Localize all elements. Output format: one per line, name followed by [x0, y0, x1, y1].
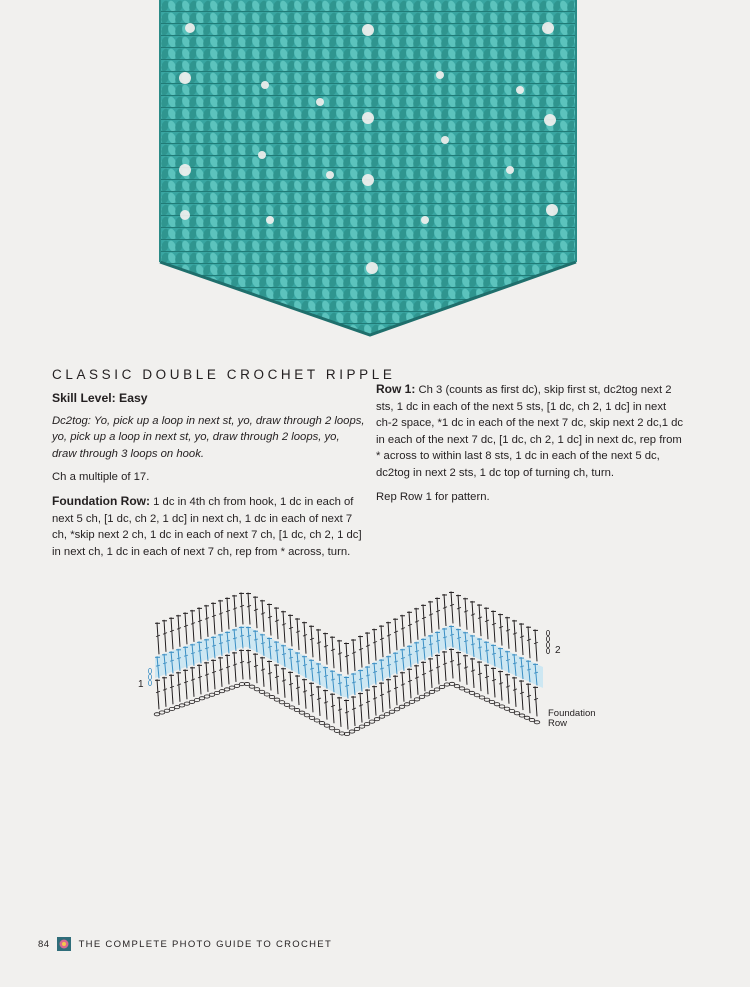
chain-stitch — [524, 716, 530, 719]
foundation-stitch — [444, 651, 446, 681]
row2-stitch — [325, 633, 327, 665]
row2-stitch — [255, 596, 257, 628]
row2-stitch — [346, 643, 348, 675]
foundation-stitch — [234, 652, 236, 682]
row2-stitch — [444, 594, 446, 626]
row2-stitch — [479, 604, 481, 636]
foundation-stitch — [472, 658, 474, 688]
foundation-stitch — [213, 659, 215, 689]
row2-stitch — [465, 598, 467, 630]
chain-stitch — [349, 730, 355, 733]
row2-stitch — [157, 622, 159, 654]
row2-stitch — [528, 626, 530, 658]
row2-stitch — [262, 600, 264, 632]
foundation-stitch — [206, 662, 208, 692]
chain-stitch — [434, 688, 440, 691]
chain-stitch — [269, 695, 275, 698]
chain-stitch — [314, 719, 320, 722]
row2-stitch — [395, 618, 397, 650]
chain-stitch — [354, 727, 360, 730]
row1-paragraph — [376, 381, 684, 482]
row2-stitch — [500, 614, 502, 646]
row2-stitch — [311, 625, 313, 657]
turning-chain — [546, 630, 549, 635]
row2-stitch — [430, 601, 432, 633]
chain-stitch — [494, 703, 500, 706]
foundation-stitch — [297, 675, 299, 705]
foundation-stitch — [500, 671, 502, 701]
skill-level: Skill Level: Easy — [52, 391, 148, 405]
row2-stitch — [514, 620, 516, 652]
row2-stitch — [437, 597, 439, 629]
foundation-stitch — [430, 658, 432, 688]
row2-stitch — [472, 601, 474, 633]
row2-stitch — [192, 610, 194, 642]
chain-multiple: Ch a multiple of 17. — [52, 471, 150, 484]
foundation-label-line1: Foundation — [548, 708, 596, 719]
foundation-row-paragraph — [52, 493, 365, 560]
chain-stitch — [429, 690, 435, 693]
row1-label: Row 1: — [376, 382, 416, 396]
right-column — [376, 381, 684, 512]
foundation-row-text: 1 dc in 4th ch from hook, 1 dc in each of next 5 ch, [1 dc, ch 2, 1 dc] in next ch, 1 dc in each of next 7 ch, *skip next 2 ch, 1 dc in each of next 7 ch, [1 dc, ch 2, 1 dc] in next ch, 1 dc in each of next 7 ch, rep from * across, turn. — [52, 495, 362, 558]
row2-stitch — [283, 611, 285, 643]
foundation-row-label: Foundation Row: — [52, 493, 150, 508]
pattern-title: CLASSIC DOUBLE CROCHET RIPPLE — [52, 367, 396, 382]
chain-stitch — [514, 712, 520, 715]
foundation-stitch — [388, 679, 390, 709]
foundation-stitch — [514, 677, 516, 707]
row2-stitch — [458, 595, 460, 627]
chain-stitch — [309, 716, 315, 719]
row2-stitch — [353, 639, 355, 671]
foundation-stitch — [262, 657, 264, 687]
row2-stitch — [164, 620, 166, 652]
foundation-stitch — [479, 661, 481, 691]
row2-stitch — [423, 604, 425, 636]
foundation-stitch — [402, 672, 404, 702]
foundation-stitch — [304, 679, 306, 709]
row2-stitch — [486, 607, 488, 639]
chain-stitch — [304, 714, 310, 717]
chain-stitch — [534, 721, 540, 724]
foundation-stitch — [381, 682, 383, 712]
row2-stitch — [493, 610, 495, 642]
chain-stitch — [499, 705, 505, 708]
stitch-diagram — [130, 583, 610, 743]
row2-stitch — [213, 602, 215, 634]
row2-stitch — [185, 612, 187, 644]
chain-stitch — [504, 707, 510, 710]
foundation-stitch — [346, 700, 348, 730]
row2-stitch — [248, 593, 250, 625]
foundation-stitch — [318, 686, 320, 716]
foundation-stitch — [339, 697, 341, 727]
row2-stitch — [171, 617, 173, 649]
chain-stitch — [279, 701, 285, 704]
foundation-stitch — [178, 672, 180, 702]
row2-stitch — [318, 629, 320, 661]
row2-stitch — [276, 607, 278, 639]
chain-stitch — [484, 698, 490, 701]
chain-stitch — [324, 724, 330, 727]
chain-stitch — [519, 714, 525, 717]
foundation-stitch — [241, 649, 243, 679]
row2-stitch — [402, 615, 404, 647]
row2-stitch — [507, 617, 509, 649]
foundation-stitch — [185, 669, 187, 699]
chain-stitch — [384, 713, 390, 716]
row2-stitch — [388, 622, 390, 654]
chain-stitch — [274, 698, 280, 701]
foundation-stitch — [199, 664, 201, 694]
chain-stitch — [529, 718, 535, 721]
row2-stitch — [416, 608, 418, 640]
foundation-stitch — [164, 677, 166, 707]
foundation-stitch — [367, 689, 369, 719]
foundation-stitch — [395, 675, 397, 705]
foundation-stitch — [157, 679, 159, 709]
page-number: 84 — [38, 938, 50, 950]
foundation-stitch — [416, 665, 418, 695]
chain-stitch — [389, 710, 395, 713]
foundation-stitch — [248, 650, 250, 680]
turning-chain — [546, 642, 549, 647]
row2-stitch — [535, 629, 537, 661]
row1-text: Ch 3 (counts as first dc), skip first st, dc2tog next 2 sts, 1 dc in each of the next 5 sts, [1 dc, ch 2, 1 dc] in next ch-2 space, *1 dc in each of the next 7 dc, skip next 2 dc,1 dc in each of the next 7 dc, [1 dc, ch 2, 1 dc] in next dc, rep from * across to within last 8 sts, 1 dc in each of the next 5 dc, dc2tog in next 2 sts, 1 dc top of turning ch, turn. — [376, 384, 684, 479]
row2-stitch — [409, 611, 411, 643]
foundation-stitch — [458, 652, 460, 682]
foundation-stitch — [325, 690, 327, 720]
chain-stitch — [334, 729, 340, 732]
turning-chain-row1 — [148, 680, 151, 685]
foundation-stitch — [374, 686, 376, 716]
dc2tog-definition: Dc2tog: Yo, pick up a loop in next st, yo, draw through 2 loops, yo, pick up a loop in next st, yo, draw through 2 loops, yo, draw through 3 loops on hook. — [52, 414, 365, 460]
foundation-stitch — [360, 693, 362, 723]
chain-stitch — [394, 708, 400, 711]
chain-stitch — [329, 727, 335, 730]
row2-stitch — [339, 640, 341, 672]
chain-stitch — [419, 695, 425, 698]
foundation-stitch — [528, 683, 530, 713]
row2-stitch — [269, 603, 271, 635]
chain-stitch — [399, 705, 405, 708]
turning-chain — [546, 636, 549, 641]
row2-stitch — [381, 625, 383, 657]
row2-stitch — [241, 592, 243, 624]
chain-stitch — [289, 706, 295, 709]
turning-chain — [546, 648, 549, 653]
foundation-label-line2: Row — [548, 718, 568, 729]
row2-stitch — [220, 600, 222, 632]
foundation-stitch — [493, 667, 495, 697]
foundation-stitch — [227, 654, 229, 684]
chain-stitch — [424, 693, 430, 696]
foundation-stitch — [276, 664, 278, 694]
row2-stitch — [367, 632, 369, 664]
page-footer — [38, 937, 332, 951]
foundation-stitch — [451, 648, 453, 678]
row2-stitch — [297, 618, 299, 650]
repeat-note: Rep Row 1 for pattern. — [376, 490, 490, 503]
row2-stitch — [227, 597, 229, 629]
chain-stitch — [319, 721, 325, 724]
foundation-stitch — [311, 682, 313, 712]
row2-stitch — [332, 636, 334, 668]
turning-chain-row1 — [148, 668, 151, 673]
chain-stitch — [379, 715, 385, 718]
chain-stitch — [409, 700, 415, 703]
row2-stitch — [178, 615, 180, 647]
row-label-1: 1 — [138, 679, 144, 690]
chain-stitch — [254, 688, 260, 691]
foundation-stitch — [255, 653, 257, 683]
chain-stitch — [294, 708, 300, 711]
foundation-stitch — [409, 668, 411, 698]
chain-stitch — [414, 698, 420, 701]
row2-stitch — [360, 636, 362, 668]
chain-stitch — [454, 685, 460, 688]
left-column — [52, 390, 365, 567]
foundation-stitch — [507, 674, 509, 704]
chain-stitch — [249, 685, 255, 688]
row-label-2: 2 — [555, 645, 561, 656]
chain-stitch — [404, 703, 410, 706]
row2-stitch — [374, 629, 376, 661]
swatch-photo — [0, 0, 750, 340]
book-title: THE COMPLETE PHOTO GUIDE TO CROCHET — [78, 938, 333, 950]
foundation-stitch — [290, 671, 292, 701]
chain-stitch — [259, 690, 265, 693]
chain-stitch — [459, 687, 465, 690]
foundation-stitch — [465, 655, 467, 685]
foundation-stitch — [171, 674, 173, 704]
flower-logo-icon — [57, 937, 71, 951]
foundation-stitch — [269, 660, 271, 690]
turning-chain-row1 — [148, 674, 151, 679]
row2-stitch — [234, 595, 236, 627]
chain-stitch — [364, 723, 370, 726]
foundation-stitch — [521, 680, 523, 710]
row2-stitch — [199, 607, 201, 639]
chain-stitch — [464, 689, 470, 692]
row2-stitch — [304, 622, 306, 654]
chain-stitch — [264, 693, 270, 696]
foundation-stitch — [220, 657, 222, 687]
foundation-stitch — [283, 668, 285, 698]
foundation-stitch — [437, 654, 439, 684]
foundation-stitch — [332, 693, 334, 723]
chain-stitch — [509, 709, 515, 712]
foundation-stitch — [353, 696, 355, 726]
chain-stitch — [489, 700, 495, 703]
foundation-stitch — [535, 686, 537, 716]
chain-stitch — [374, 718, 380, 721]
chain-stitch — [469, 691, 475, 694]
chain-stitch — [369, 720, 375, 723]
chain-stitch — [439, 685, 445, 688]
row2-stitch — [290, 614, 292, 646]
chain-stitch — [299, 711, 305, 714]
row2-stitch — [521, 623, 523, 655]
chain-stitch — [479, 696, 485, 699]
chain-stitch — [284, 703, 290, 706]
row2-stitch — [206, 605, 208, 637]
foundation-stitch — [486, 664, 488, 694]
row2-stitch — [451, 591, 453, 623]
chain-stitch — [474, 694, 480, 697]
foundation-stitch — [192, 667, 194, 697]
foundation-stitch — [423, 661, 425, 691]
chain-stitch — [359, 725, 365, 728]
